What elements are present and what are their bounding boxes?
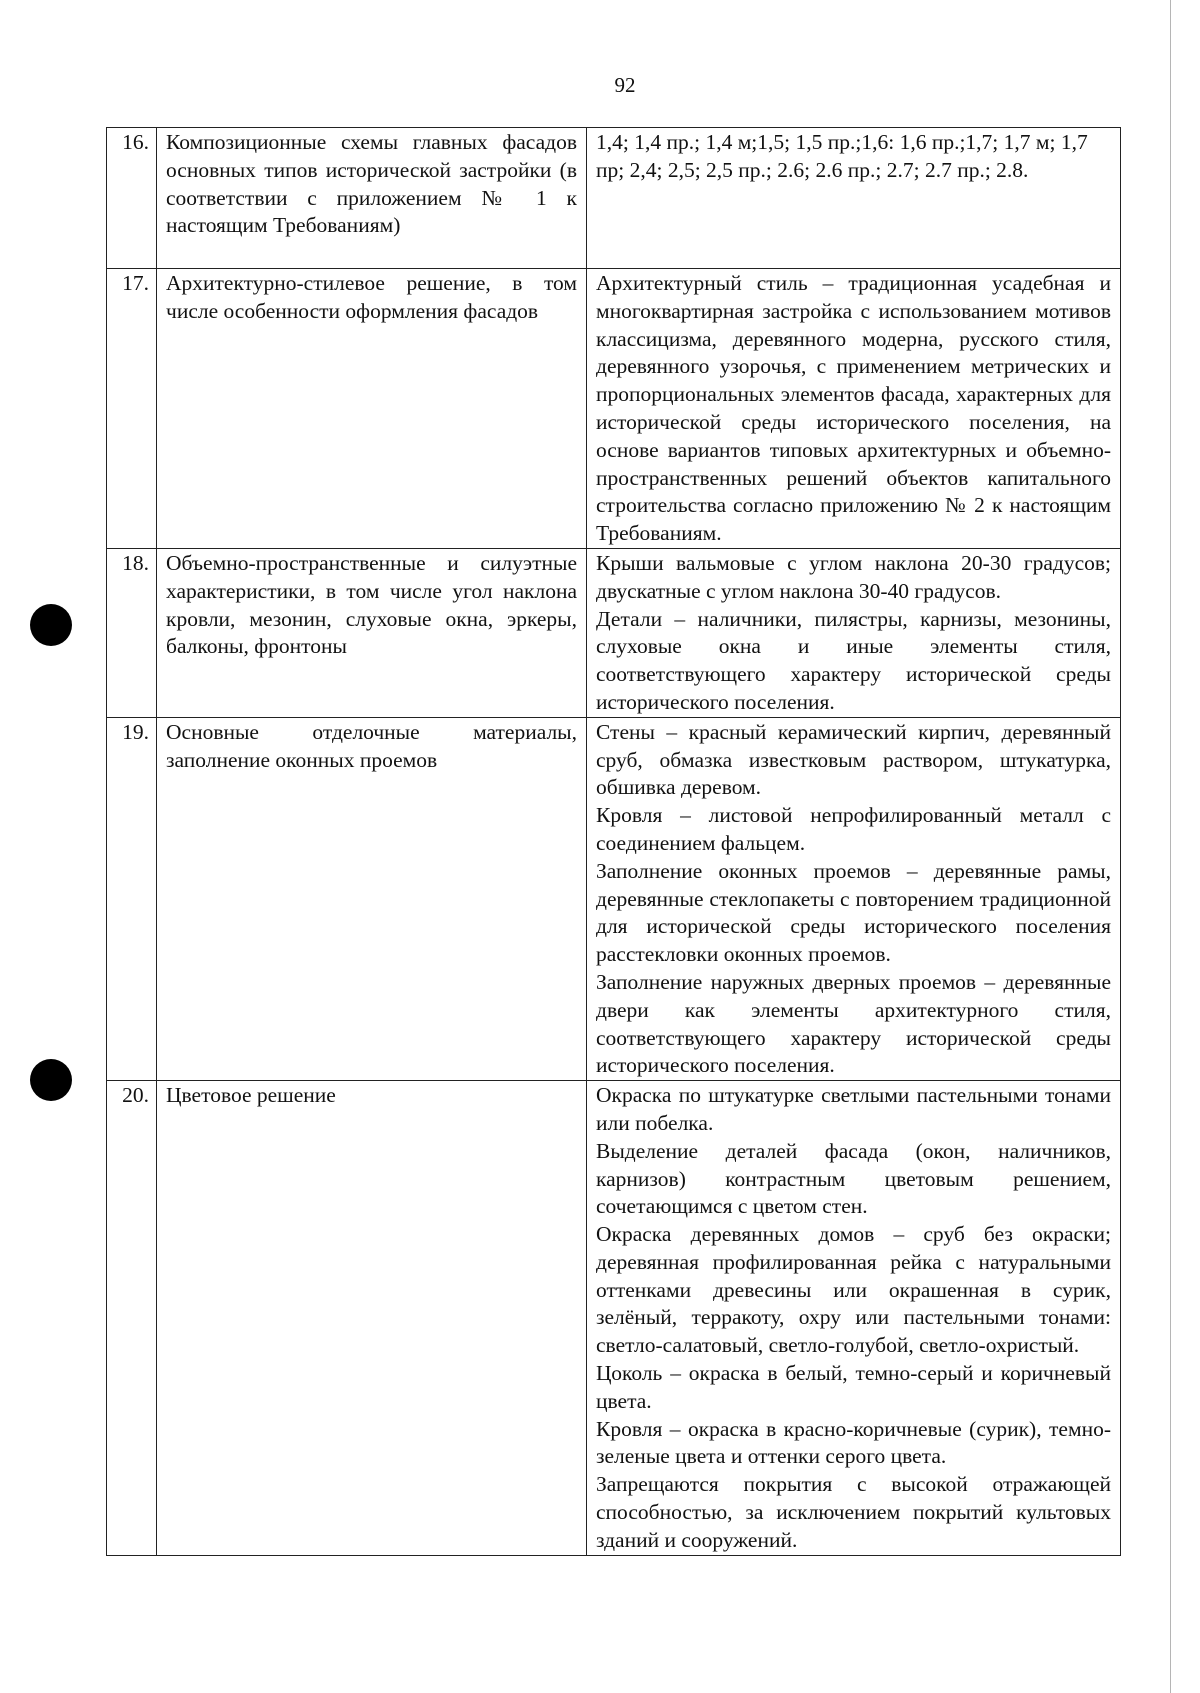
row-number: 16. (107, 128, 157, 269)
row-parameter: Объемно-пространственные и силуэтные характеристики, в том числе угол наклона кровли, мезонин, слуховые окна, эркеры, балконы, фронтоны (157, 548, 587, 717)
row-description (587, 548, 1121, 717)
row-number: 20. (107, 1081, 157, 1556)
description-paragraph: Заполнение оконных проемов – деревянные рамы, деревянные стеклопакеты с повторением традиционной для исторической среды исторического поселения расстекловки оконных проемов. (596, 858, 1111, 967)
description-paragraph: Окраска деревянных домов – сруб без окраски; деревянная профилированная рейка с натуральными оттенками древесины или окрашенная в сурик, зелёный, терракоту, охру или пастельными тонами: светло-салатовый, светло-голубой, светло-охристый. (596, 1222, 1111, 1358)
description-paragraph: Кровля – окраска в красно-коричневые (сурик), темно-зеленые цвета и оттенки серого цвета. (596, 1416, 1111, 1469)
row-parameter: Композиционные схемы главных фасадов основных типов исторической застройки (в соответствии с приложением № 1 к настоящим Требованиям) (157, 128, 587, 269)
description-paragraph: 1,4; 1,4 пр.; 1,4 м;1,5; 1,5 пр.;1,6: 1,6 пр.;1,7; 1,7 м; 1,7 пр; 2,4; 2,5; 2,5 пр.; 2.6; 2.6 пр.; 2.7; 2.7 пр.; 2.8. (596, 130, 1088, 182)
binder-hole (30, 1059, 72, 1101)
row-description (587, 128, 1121, 269)
row-parameter: Архитектурно-стилевое решение, в том числе особенности оформления фасадов (157, 269, 587, 549)
description-paragraph: Крыши вальмовые с углом наклона 20-30 градусов; двускатные с углом наклона 30-40 градусов. (596, 550, 1111, 603)
description-paragraph: Окраска по штукатурке светлыми пастельными тонами или побелка. (596, 1083, 1111, 1135)
row-description (587, 269, 1121, 549)
requirements-table (106, 127, 1121, 1556)
description-paragraph: Детали – наличники, пилястры, карнизы, мезонины, слуховые окна и иные элементы стиля, соответствующего характеру исторической среды исторического поселения. (596, 606, 1111, 714)
table-row (107, 128, 1121, 269)
table-row (107, 1081, 1121, 1556)
description-paragraph: Выделение деталей фасада (окон, наличников, карнизов) контрастным цветовым решением, сочетающимся с цветом стен. (596, 1138, 1111, 1219)
row-description (587, 717, 1121, 1080)
description-paragraph: Стены – красный керамический кирпич, деревянный сруб, обмазка известковым раствором, штукатурка, обшивка деревом. (596, 719, 1111, 800)
description-paragraph: Заполнение наружных дверных проемов – деревянные двери как элементы архитектурного стиля, соответствующего характеру исторической среды исторического поселения. (596, 969, 1111, 1078)
description-paragraph: Запрещаются покрытия с высокой отражающей способностью, за исключением покрытий культовых зданий и сооружений. (596, 1472, 1111, 1552)
page-number: 92 (614, 73, 636, 97)
scan-edge-line (1170, 0, 1171, 1693)
table-row (107, 717, 1121, 1080)
description-paragraph: Кровля – листовой непрофилированный металл с соединением фальцем. (596, 803, 1111, 855)
table-row (107, 548, 1121, 717)
row-parameter: Цветовое решение (157, 1081, 587, 1556)
row-parameter: Основные отделочные материалы, заполнение оконных проемов (157, 717, 587, 1080)
description-paragraph: Архитектурный стиль – традиционная усадебная и многоквартирная застройка с использованием мотивов классицизма, деревянного модерна, русского стиля, деревянного узорочья, с применением метрических и пропорциональных элементов фасада, характерных для исторической среды исторического поселения, на основе вариантов типовых архитектурных и объемно-пространственных решений объектов капитального строительства согласно приложению № 2 к настоящим Требованиям. (596, 271, 1111, 546)
row-description (587, 1081, 1121, 1556)
table-row (107, 269, 1121, 549)
row-number: 19. (107, 717, 157, 1080)
row-number: 17. (107, 269, 157, 549)
row-number: 18. (107, 548, 157, 717)
binder-hole (30, 604, 72, 646)
description-paragraph: Цоколь – окраска в белый, темно-серый и коричневый цвета. (596, 1361, 1111, 1413)
